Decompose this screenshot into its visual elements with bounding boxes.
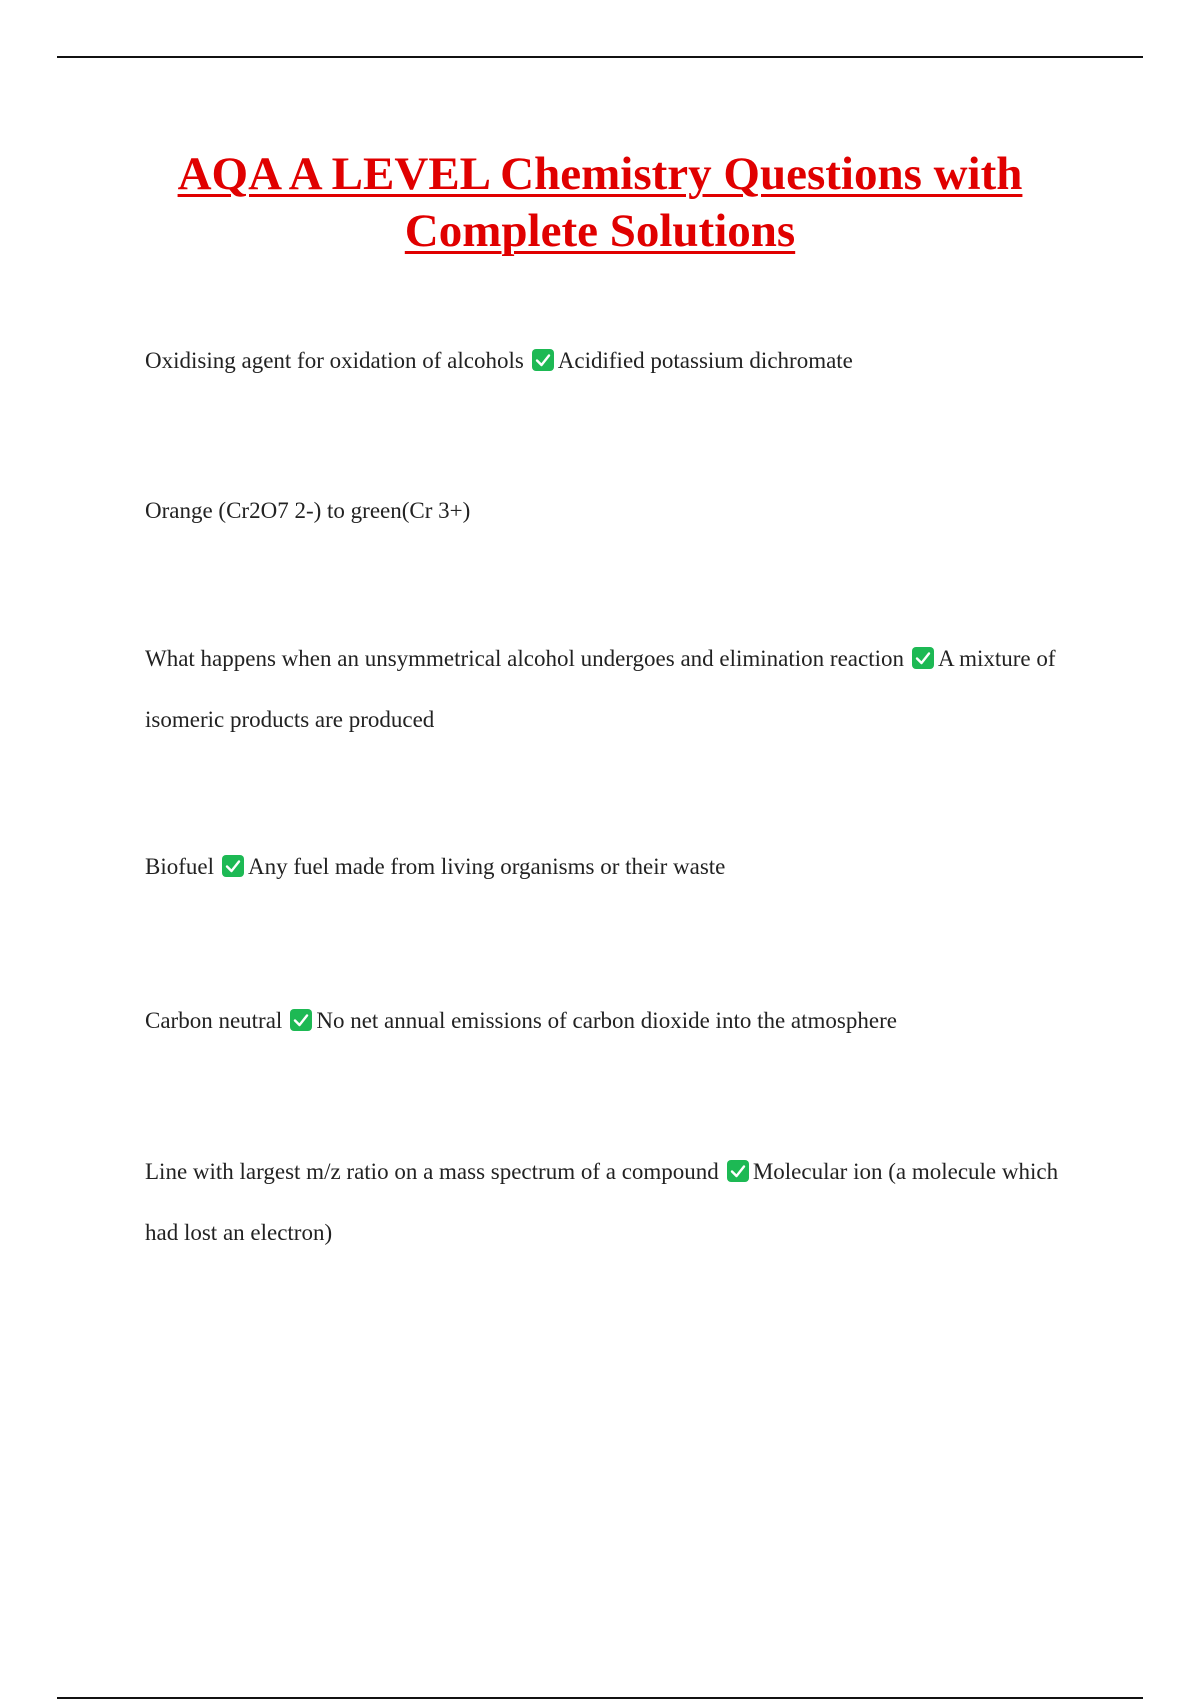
check-icon: [727, 1160, 749, 1182]
answer-text: No net annual emissions of carbon dioxide into the atmosphere: [316, 1008, 897, 1033]
question-text: Biofuel: [145, 854, 214, 879]
question-text: Line with largest m/z ratio on a mass spectrum of a compound: [145, 1159, 719, 1184]
answer-text: Any fuel made from living organisms or their waste: [248, 854, 726, 879]
qa-entry-3: [145, 628, 1095, 750]
answer-text: Acidified potassium dichromate: [557, 348, 853, 373]
title-line-1: AQA A LEVEL Chemistry Questions with: [177, 148, 1023, 200]
answer-text: A mixture of isomeric products are produced: [145, 646, 1056, 732]
question-text: Orange (Cr2O7 2-) to green(Cr 3+): [145, 498, 471, 523]
qa-entry-1: [145, 330, 1095, 391]
question-text: What happens when an unsymmetrical alcohol undergoes and elimination reaction: [145, 646, 904, 671]
answer-text: Molecular ion (a molecule which had lost an electron): [145, 1159, 1059, 1245]
qa-entry-4: [145, 836, 1095, 897]
check-icon: [912, 647, 934, 669]
qa-entry-2: [145, 480, 1095, 541]
title-line-2: Complete Solutions: [404, 205, 796, 257]
question-text: Carbon neutral: [145, 1008, 283, 1033]
qa-entry-6: [145, 1141, 1095, 1263]
top-rule: [57, 56, 1143, 58]
page-title: [100, 146, 1100, 260]
question-text: Oxidising agent for oxidation of alcohols: [145, 348, 524, 373]
check-icon: [222, 855, 244, 877]
bottom-rule: [57, 1697, 1143, 1699]
qa-entry-5: [145, 990, 1095, 1051]
check-icon: [290, 1009, 312, 1031]
check-icon: [532, 349, 554, 371]
